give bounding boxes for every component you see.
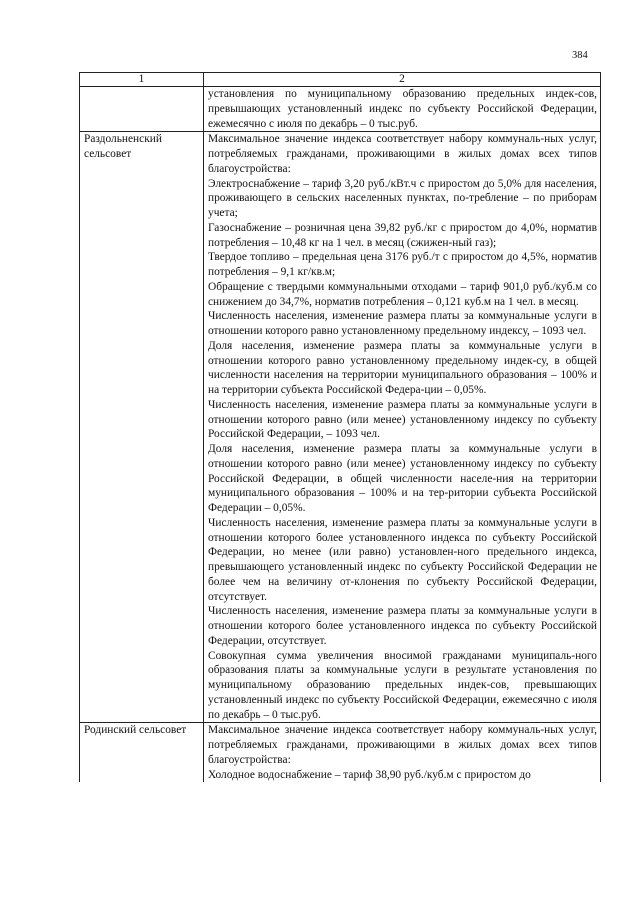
paragraph: Твердое топливо – предельная цена 3176 руб./т с приростом до 4,5%, норматив потребления – 9,1 кг/кв.м; [208, 251, 597, 278]
table-row [80, 87, 601, 132]
paragraph: Совокупная сумма увеличения вносимой гражданами муниципаль-ного образования платы за коммунальные услуги в результате установления по муниципальному образованию предельных индек-сов, превышающих установленный индекс по субъекту Российской Федерации, ежемесячно с июля по декабрь – 0 тыс.руб. [208, 649, 597, 721]
paragraph: Доля населения, изменение размера платы за коммунальные услуги в отношении которого равно установленному предельному индек-су, в общей численности населения на территории муниципального образования – 100% и на территории субъекта Российской Федера-ции – 0,05%. [208, 339, 597, 396]
page-number: 384 [572, 50, 588, 61]
paragraph: Численность населения, изменение размера платы за коммунальные услуги в отношении которого более установленного индекса по субъекту Российской Федерации, но менее (или равно) установлен-ного предельного индекса, превышающего установленный индекс по субъекту Российской Федерации не более чем на величину от-клонения по субъекту Российской Федерации, отсутствует. [208, 516, 597, 603]
paragraph: Максимальное значение индекса соответствует набору коммуналь-ных услуг, потребляемых гражданами, проживающими в жилых домах всех типов благоустройства: [208, 133, 597, 175]
description-cell [204, 132, 601, 723]
paragraph: Численность населения, изменение размера платы за коммунальные услуги в отношении которого равно (или менее) установленному индексу по субъекту Российской Федерации, – 1093 чел. [208, 398, 597, 441]
paragraph: Обращение с твердыми коммунальными отходами – тариф 901,0 руб./куб.м со снижением до 34,7%, норматив потребления – 0,121 куб.м на 1 чел. в месяц. [208, 280, 597, 308]
paragraph: Электроснабжение – тариф 3,20 руб./кВт.ч с приростом до 5,0% для населения, проживающего в сельских населенных пунктах, по-требление – по приборам учета; [208, 177, 597, 219]
paragraph: Газоснабжение – розничная цена 39,82 руб./кг с приростом до 4,0%, норматив потребления – 10,48 кг на 1 чел. в месяц (сжижен-ный газ); [208, 221, 597, 249]
paragraph: Численность населения, изменение размера платы за коммунальные услуги в отношении которого равно установленному предельному индексу, – 1093 чел. [208, 310, 597, 337]
paragraph: Максимальное значение индекса соответствует набору коммуналь-ных услуг, потребляемых гражданами, проживающими в жилых домах всех типов благоустройства: [208, 724, 597, 766]
table-row [80, 723, 601, 783]
description-cell [204, 87, 601, 132]
table-header-row [80, 73, 601, 87]
paragraph: Холодное водоснабжение – тариф 38,90 руб./куб.м с приростом до [208, 768, 531, 781]
region-cell: Родинский сельсовет [80, 723, 204, 783]
column-header: 1 [80, 73, 204, 87]
document-table [79, 72, 601, 782]
region-cell [80, 87, 204, 132]
description-cell [204, 723, 601, 783]
column-header: 2 [204, 73, 601, 87]
paragraph: Доля населения, изменение размера платы за коммунальные услуги в отношении которого равно (или менее) установленному индексу по субъекту Российской Федерации, в общей численности населе-ния на территории муниципального образования – 100% и на тер-ритории субъекта Российской Федерации – 0,05%. [208, 443, 597, 514]
paragraph: Численность населения, изменение размера платы за коммунальные услуги в отношении которого более установленного индекса по субъекту Российской Федерации, отсутствует. [208, 605, 597, 647]
region-cell: Раздольненский сельсовет [80, 132, 204, 723]
table-row [80, 132, 601, 723]
paragraph: установления по муниципальному образованию предельных индек-сов, превышающих установленный индекс по субъекту Российской Федерации, ежемесячно с июля по декабрь – 0 тыс.руб. [208, 88, 597, 130]
